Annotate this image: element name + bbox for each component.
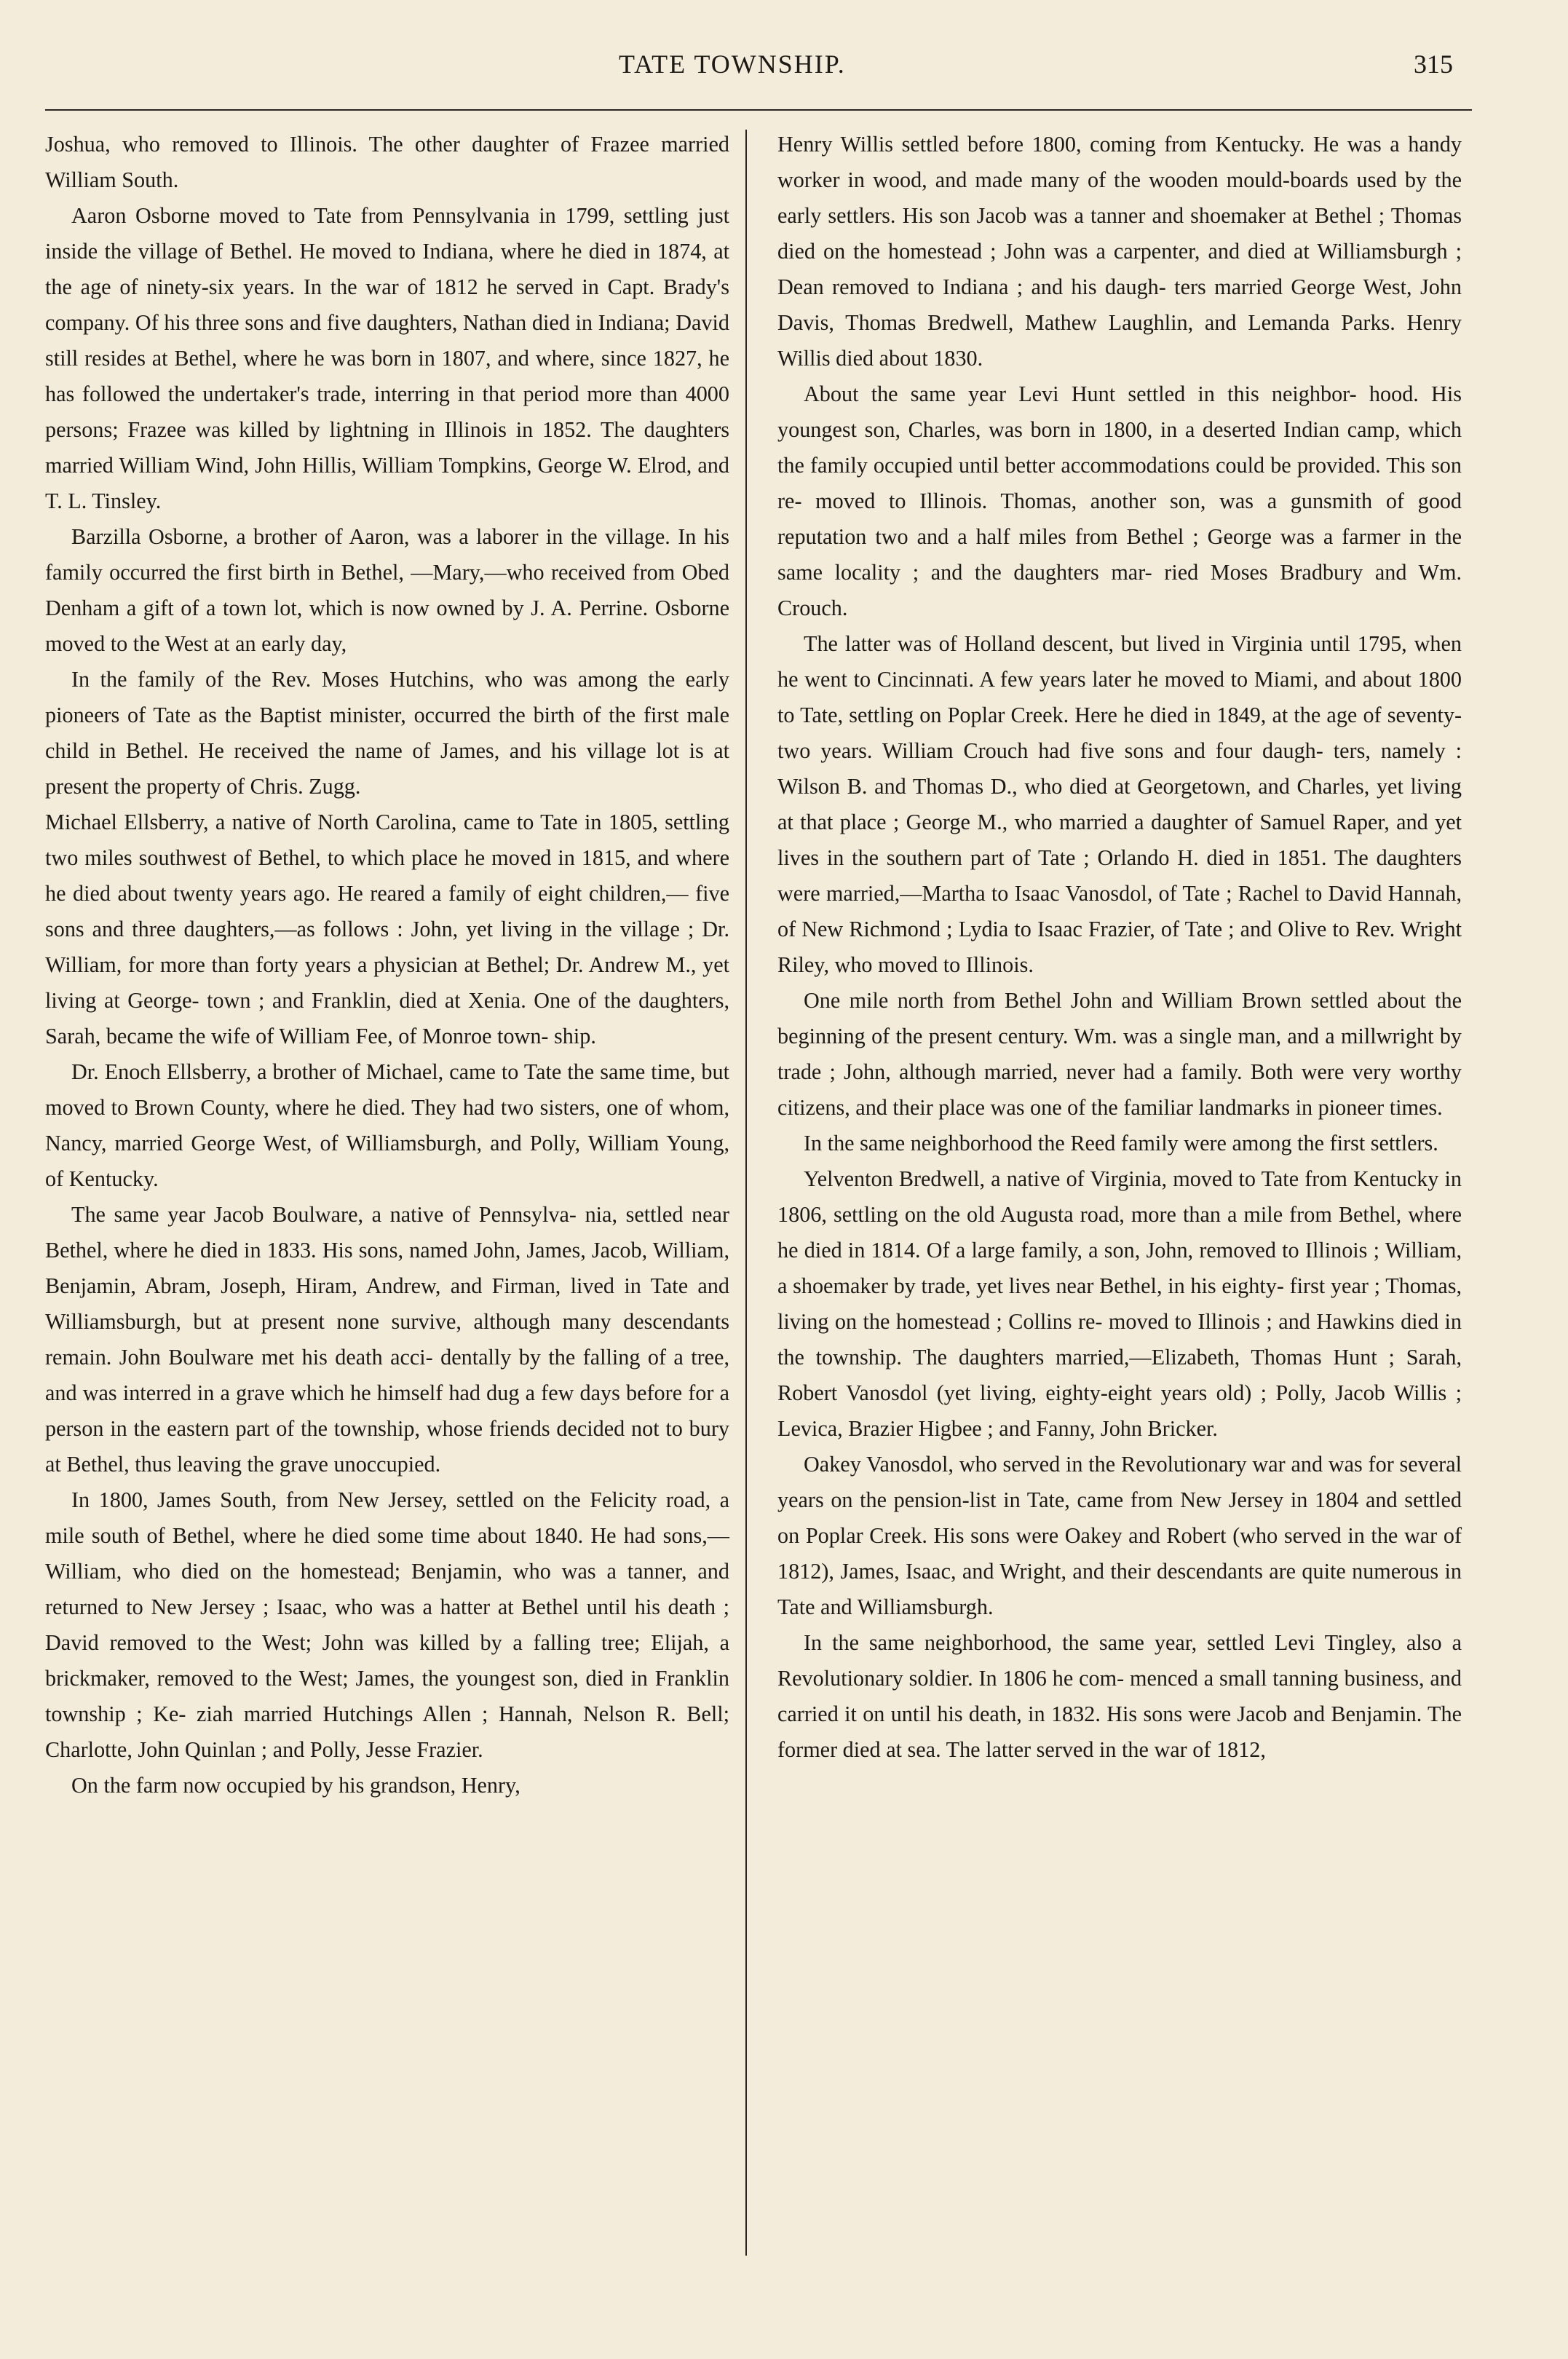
paragraph: Oakey Vanosdol, who served in the Revolutionary war and was for several years on the pension-list in Tate, came from New Jersey in 1804 and settled on Poplar Creek. His sons were Oakey and Robert (who served in the war of 1812), James, Isaac, and Wright, and their descendants are quite numerous in Tate and Williamsburgh.: [777, 1452, 1462, 1619]
left-column: [45, 127, 729, 1803]
paragraph: Dr. Enoch Ellsberry, a brother of Michael, came to Tate the same time, but moved to Brown County, where he died. They had two sisters, one of whom, Nancy, married George West, of Williamsburgh, and Polly, William Young, of Kentucky.: [45, 1059, 729, 1191]
paragraph: In 1800, James South, from New Jersey, settled on the Felicity road, a mile south of Bethel, where he died some time about 1840. He had sons,—William, who died on the homestead; Benjamin, who was a tanner, and returned to New Jersey ; Isaac, who was a hatter at Bethel until his death ; David removed to the West; John was killed by a falling tree; Elijah, a brickmaker, removed to the West; James, the youngest son, died in Franklin township ; Ke- ziah married Hutchings Allen ; Hannah, Nelson R. Bell; Charlotte, John Quinlan ; and Polly, Jesse Frazier.: [45, 1487, 729, 1762]
paragraph: One mile north from Bethel John and William Brown settled about the beginning of the present century. Wm. was a single man, and a millwright by trade ; John, although married, never had a family. Both were very worthy citizens, and their place was one of the familiar landmarks in pioneer times.: [777, 988, 1462, 1120]
paragraph: Yelventon Bredwell, a native of Virginia, moved to Tate from Kentucky in 1806, settling on the old Augusta road, more than a mile from Bethel, where he died in 1814. Of a large family, a son, John, removed to Illinois ; William, a shoemaker by trade, yet lives near Bethel, in his eighty- first year ; Thomas, living on the homestead ; Collins re- moved to Illinois ; and Hawkins died in the township. The daughters married,—Elizabeth, Thomas Hunt ; Sarah, Robert Vanosdol (yet living, eighty-eight years old) ; Polly, Jacob Willis ; Levica, Brazier Higbee ; and Fanny, John Bricker.: [777, 1166, 1462, 1441]
header-rule: [45, 109, 1472, 111]
paragraph: On the farm now occupied by his grandson, Henry,: [71, 1773, 520, 1798]
paragraph: Michael Ellsberry, a native of North Carolina, came to Tate in 1805, settling two miles southwest of Bethel, to which place he moved in 1815, and where he died about twenty years ago. He reared a family of eight children,— five sons and three daughters,—as follows : John, yet living in the village ; Dr. William, for more than forty years a physician at Bethel; Dr. Andrew M., yet living at George- town ; and Franklin, died at Xenia. One of the daughters, Sarah, became the wife of William Fee, of Monroe town- ship.: [45, 810, 729, 1048]
page-number: 315: [1414, 50, 1453, 79]
paragraph: In the same neighborhood the Reed family were among the first settlers.: [804, 1131, 1438, 1155]
right-column: [777, 127, 1462, 1768]
paragraph: The same year Jacob Boulware, a native of Pennsylva- nia, settled near Bethel, where he died in 1833. His sons, named John, James, Jacob, William, Benjamin, Abram, Joseph, Hiram, Andrew, and Firman, lived in Tate and Williamsburgh, but at present none survive, although many descendants remain. John Boulware met his death acci- dentally by the falling of a tree, and was interred in a grave which he himself had dug a few days before for a person in the eastern part of the township, whose friends decided not to bury at Bethel, thus leaving the grave unoccupied.: [45, 1202, 729, 1477]
running-header: [0, 42, 1568, 86]
paragraph: In the same neighborhood, the same year, settled Levi Tingley, also a Revolutionary soldier. In 1806 he com- menced a small tanning business, and carried it on until his death, in 1832. His sons were Jacob and Benjamin. The former died at sea. The latter served in the war of 1812,: [777, 1630, 1462, 1762]
paragraph: The latter was of Holland descent, but lived in Virginia until 1795, when he went to Cincinnati. A few years later he moved to Miami, and about 1800 to Tate, settling on Poplar Creek. Here he died in 1849, at the age of seventy- two years. William Crouch had five sons and four daugh- ters, namely : Wilson B. and Thomas D., who died at Georgetown, and Charles, yet living at that place ; George M., who married a daughter of Samuel Raper, and yet lives in the southern part of Tate ; Orlando H. died in 1851. The daughters were married,—Martha to Isaac Vanosdol, of Tate ; Rachel to David Hannah, of New Richmond ; Lydia to Isaac Frazier, of Tate ; and Olive to Rev. Wright Riley, who moved to Illinois.: [777, 631, 1462, 977]
paragraph: Barzilla Osborne, a brother of Aaron, was a laborer in the village. In his family occurred the first birth in Bethel, —Mary,—who received from Obed Denham a gift of a town lot, which is now owned by J. A. Perrine. Osborne moved to the West at an early day,: [45, 524, 729, 656]
running-title: TATE TOWNSHIP.: [619, 50, 846, 79]
paragraph: In the family of the Rev. Moses Hutchins, who was among the early pioneers of Tate as the Baptist minister, occurred the birth of the first male child in Bethel. He received the name of James, and his village lot is at present the property of Chris. Zugg.: [45, 667, 729, 799]
paragraph: Aaron Osborne moved to Tate from Pennsylvania in 1799, settling just inside the village of Bethel. He moved to Indiana, where he died in 1874, at the age of ninety-six years. In the war of 1812 he served in Capt. Brady's company. Of his three sons and five daughters, Nathan died in Indiana; David still resides at Bethel, where he was born in 1807, and where, since 1827, he has followed the undertaker's trade, interring in that period more than 4000 persons; Frazee was killed by lightning in Illinois in 1852. The daughters married William Wind, John Hillis, William Tompkins, George W. Elrod, and T. L. Tinsley.: [45, 203, 729, 513]
paragraph: About the same year Levi Hunt settled in this neighbor- hood. His youngest son, Charles, was born in 1800, in a deserted Indian camp, which the family occupied until better accommodations could be provided. This son re- moved to Illinois. Thomas, another son, was a gunsmith of good reputation two and a half miles from Bethel ; George was a farmer in the same locality ; and the daughters mar- ried Moses Bradbury and Wm. Crouch.: [777, 382, 1462, 620]
paragraph: Joshua, who removed to Illinois. The other daughter of Frazee married William South.: [45, 132, 729, 192]
paragraph: Henry Willis settled before 1800, coming from Kentucky. He was a handy worker in wood, and made many of the wooden mould-boards used by the early settlers. His son Jacob was a tanner and shoemaker at Bethel ; Thomas died on the homestead ; John was a carpenter, and died at Williamsburgh ; Dean removed to Indiana ; and his daugh- ters married George West, John Davis, Thomas Bredwell, Mathew Laughlin, and Lemanda Parks. Henry Willis died about 1830.: [777, 132, 1462, 371]
column-divider: [745, 130, 747, 2256]
